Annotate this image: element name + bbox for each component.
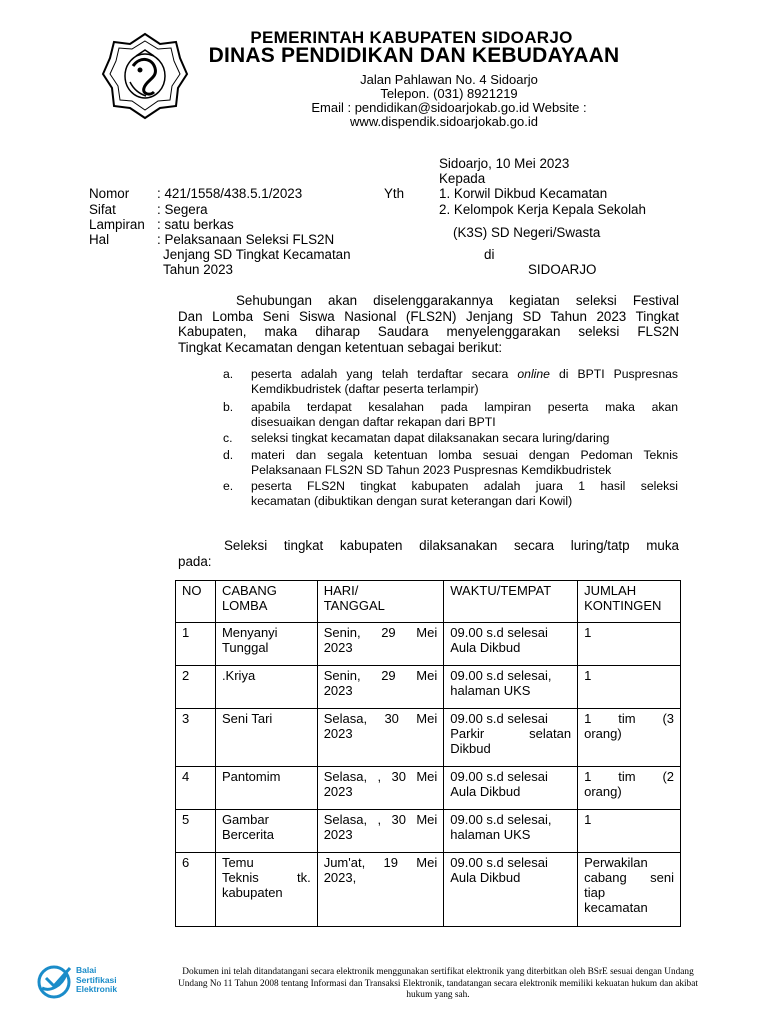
item-a-text-post: di BPTI Puspresnas [549,367,679,381]
cell-text: Menyanyi [221,625,278,640]
di-label: di [484,247,495,262]
cell-text: Senin, 29 Mei [323,625,438,640]
agency-address: Jalan Pahlawan No. 4 Sidoarjo [360,72,538,87]
agency-phone: Telepon. (031) 8921219 [380,86,518,101]
cell-text: 6 [182,855,190,870]
esignature-disclaimer [148,967,728,1002]
row-3-no [176,709,216,767]
intro-line-4: Tingkat Kecamatan dengan ketentuan sebagai berikut: [178,339,503,355]
bsre-text-line-3: Elektronik [76,984,118,994]
row-1-hari [317,623,444,666]
cell-text: Aula Dikbud [450,640,521,655]
row-1-cabang [215,623,317,666]
nomor-value: : 421/1558/438.5.1/2023 [157,186,303,201]
header-cabang [215,581,317,623]
cell-text: 09.00 s.d selesai [450,711,548,726]
cell-text: halaman UKS [450,827,531,842]
cell-text: Dikbud [450,741,491,756]
cell-text: 2023 [323,640,353,655]
cell-text: 09.00 s.d selesai [450,769,548,784]
cell-text: Parkir selatan [450,726,572,741]
cell-text: 2023 [323,683,353,698]
cell-text: 1 [584,812,592,827]
disclaimer-line-2: Undang No 11 Tahun 2008 tentang Informasi dan Transaksi Elektronik, tandatangan secara elektronik memiliki kekuatan hukum dan akibat [178,978,698,989]
cell-text: Perwakilan [584,855,648,870]
cell-text: Tunggal [221,640,269,655]
cell-text: Teknis tk. [221,870,311,885]
cell-text: Temu [221,855,254,870]
row-3-hari [317,709,444,767]
row-5-hari [317,810,444,853]
list-marker: e. [223,479,234,493]
row-2-no [176,666,216,709]
list-marker: c. [223,431,233,445]
list-marker: a. [223,367,234,381]
bsre-text-line-2: Sertifikasi [76,974,117,985]
row-6-waktu [444,853,578,927]
agency-website: www.dispendik.sidoarjokab.go.id [350,114,538,129]
cell-text: Pantomim [221,769,281,784]
header-waktu [444,581,578,623]
item-b-text-line-2: disesuaikan dengan daftar rekapan dari BPTI [251,415,496,429]
lampiran-label: Lampiran [89,217,145,232]
yth-label: Yth [384,186,405,201]
row-4-jumlah [578,767,681,810]
item-d-text-line-1: materi dan segala ketentuan lomba sesuai dengan Pedoman Teknis [251,448,678,462]
cell-text: 1 [584,668,592,683]
cell-text: 2023 [323,784,353,799]
cell-text: Aula Dikbud [450,784,521,799]
row-1-waktu [444,623,578,666]
kepada-label: Kepada [439,171,486,186]
row-2-hari [317,666,444,709]
item-a-text-pre: peserta adalah yang telah terdaftar secara [251,367,518,381]
hal-value-1: : Pelaksanaan Seleksi FLS2N [157,232,335,247]
row-5-no [176,810,216,853]
row-2-jumlah [578,666,681,709]
provisions-list [223,367,679,517]
cell-text: Selasa, , 30 Mei [323,769,438,784]
cell-text: Selasa, 30 Mei [323,711,438,726]
cell-text: Senin, 29 Mei [323,668,438,683]
cell-text: orang) [584,784,622,799]
cell-text: .Kriya [221,668,256,683]
row-4-waktu [444,767,578,810]
row-4-no [176,767,216,810]
row-1-jumlah [578,623,681,666]
agency-heading: DINAS PENDIDIKAN DAN KEBUDAYAAN [208,44,620,67]
cell-text: Aula Dikbud [450,870,521,885]
row-3-waktu [444,709,578,767]
intro-line-2: Dan Lomba Seni Siswa Nasional (FLS2N) Jenjang SD Tahun 2023 Tingkat [178,308,679,324]
bsre-text-line-1: Balai [76,965,97,975]
cell-text: kecamatan [584,900,648,915]
cell-text: 2023 [323,827,353,842]
cell-text: Selasa, , 30 Mei [323,812,438,827]
cell-text: cabang seni [584,870,674,885]
table-row [176,623,681,666]
cell-text: halaman UKS [450,683,531,698]
disclaimer-line-1: Dokumen ini telah ditandatangani secara elektronik menggunakan sertifikat elektronik yang diterbitkan oleh BSrE sesuai dengan Undang [182,967,694,977]
cell-text: 2023, [323,870,357,885]
header-waktu-text: WAKTU/TEMPAT [450,583,552,598]
nomor-label: Nomor [89,186,130,201]
bsre-logo [36,962,131,1002]
row-2-cabang [215,666,317,709]
cell-text: 5 [182,812,190,827]
list-marker: b. [223,400,234,414]
cell-text: tiap [584,885,606,900]
item-e-text-line-1: peserta FLS2N tingkat kabupaten adalah juara 1 hasil seleksi [251,479,678,493]
cell-text: 4 [182,769,190,784]
recipient-city: SIDOARJO [528,262,597,277]
table-row [176,666,681,709]
row-3-jumlah [578,709,681,767]
row-6-hari [317,853,444,927]
header-jumlah-line-2: KONTINGEN [584,598,662,613]
item-a-text-line-2: Kemdikbudristek (daftar peserta terlampir) [251,382,479,396]
header-no [176,581,216,623]
table-header-row [176,581,681,623]
row-5-waktu [444,810,578,853]
intro-paragraph [178,293,679,355]
cell-text: Gambar [221,812,269,827]
header-cabang-line-2: LOMBA [221,598,268,613]
header-jumlah-line-1: JUMLAH [584,583,637,598]
row-2-waktu [444,666,578,709]
item-d-text-line-2: Pelaksanaan FLS2N SD Tahun 2023 Puspresnas Kemdikbudristek [251,463,612,477]
cell-text: orang) [584,726,622,741]
row-4-cabang [215,767,317,810]
schedule-intro-line-1: Seleksi tingkat kabupaten dilaksanakan secara luring/tatp muka [224,538,679,553]
row-5-jumlah [578,810,681,853]
recipient-2: 2. Kelompok Kerja Kepala Sekolah [439,202,646,217]
cell-text: 1 [584,625,592,640]
place-date: Sidoarjo, 10 Mei 2023 [439,156,570,171]
cell-text: Jum'at, 19 Mei [323,855,438,870]
cell-text: 09.00 s.d selesai [450,855,548,870]
list-marker: d. [223,448,234,462]
cell-text: 3 [182,711,190,726]
cell-text: 2023 [323,726,353,741]
recipient-2-continued: (K3S) SD Negeri/Swasta [453,225,601,240]
hal-label: Hal [89,232,110,247]
table-row [176,853,681,927]
government-heading: PEMERINTAH KABUPATEN SIDOARJO [250,28,573,47]
header-hari [317,581,444,623]
item-a-online-emphasis: online [517,367,550,381]
sifat-label: Sifat [89,202,116,217]
disclaimer-line-3: hukum yang sah. [406,990,470,1000]
schedule-intro-paragraph [178,538,679,569]
header-jumlah [578,581,681,623]
row-6-cabang [215,853,317,927]
intro-line-3: Kabupaten, maka diharap Saudara menyelenggarakan seleksi FLS2N [178,324,679,339]
header-no-text: NO [182,583,202,598]
cell-text: 09.00 s.d selesai [450,625,548,640]
sifat-value: : Segera [157,202,208,217]
header-cabang-line-1: CABANG [221,583,277,598]
hal-value-3: Tahun 2023 [163,262,233,277]
agency-email: Email : pendidikan@sidoarjokab.go.id Website : [311,100,587,115]
row-5-cabang [215,810,317,853]
row-3-cabang [215,709,317,767]
item-b-text-line-1: apabila terdapat kesalahan pada lampiran peserta maka akan [251,400,678,414]
cell-text: 09.00 s.d selesai, [450,668,552,683]
header-hari-line-2: TANGGAL [323,598,385,613]
item-c-text-line-1: seleksi tingkat kecamatan dapat dilaksanakan secara luring/daring [251,431,610,445]
row-6-jumlah [578,853,681,927]
item-e-text-line-2: kecamatan (dibuktikan dengan surat keterangan dari Kowil) [251,494,573,508]
cell-text: 09.00 s.d selesai, [450,812,552,827]
table-row [176,767,681,810]
schedule-intro-line-2: pada: [178,553,212,569]
cell-text: 1 [182,625,190,640]
row-1-no [176,623,216,666]
intro-line-1: Sehubungan akan diselenggarakannya kegiatan seleksi Festival [236,293,679,308]
schedule-table [175,580,681,927]
table-row [176,709,681,767]
row-6-no [176,853,216,927]
table-row [176,810,681,853]
cell-text: 1 tim (3 [584,711,674,726]
cell-text: 1 tim (2 [584,769,674,784]
cell-text: Seni Tari [221,711,273,726]
cell-text: kabupaten [221,885,283,900]
row-4-hari [317,767,444,810]
cell-text: Bercerita [221,827,274,842]
header-hari-line-1: HARI/ [323,583,359,598]
bsre-emblem-icon [36,962,76,1002]
cell-text: 2 [182,668,190,683]
lampiran-value: : satu berkas [157,217,234,232]
recipient-1: 1. Korwil Dikbud Kecamatan [439,186,608,201]
hal-value-2: Jenjang SD Tingkat Kecamatan [163,247,351,262]
